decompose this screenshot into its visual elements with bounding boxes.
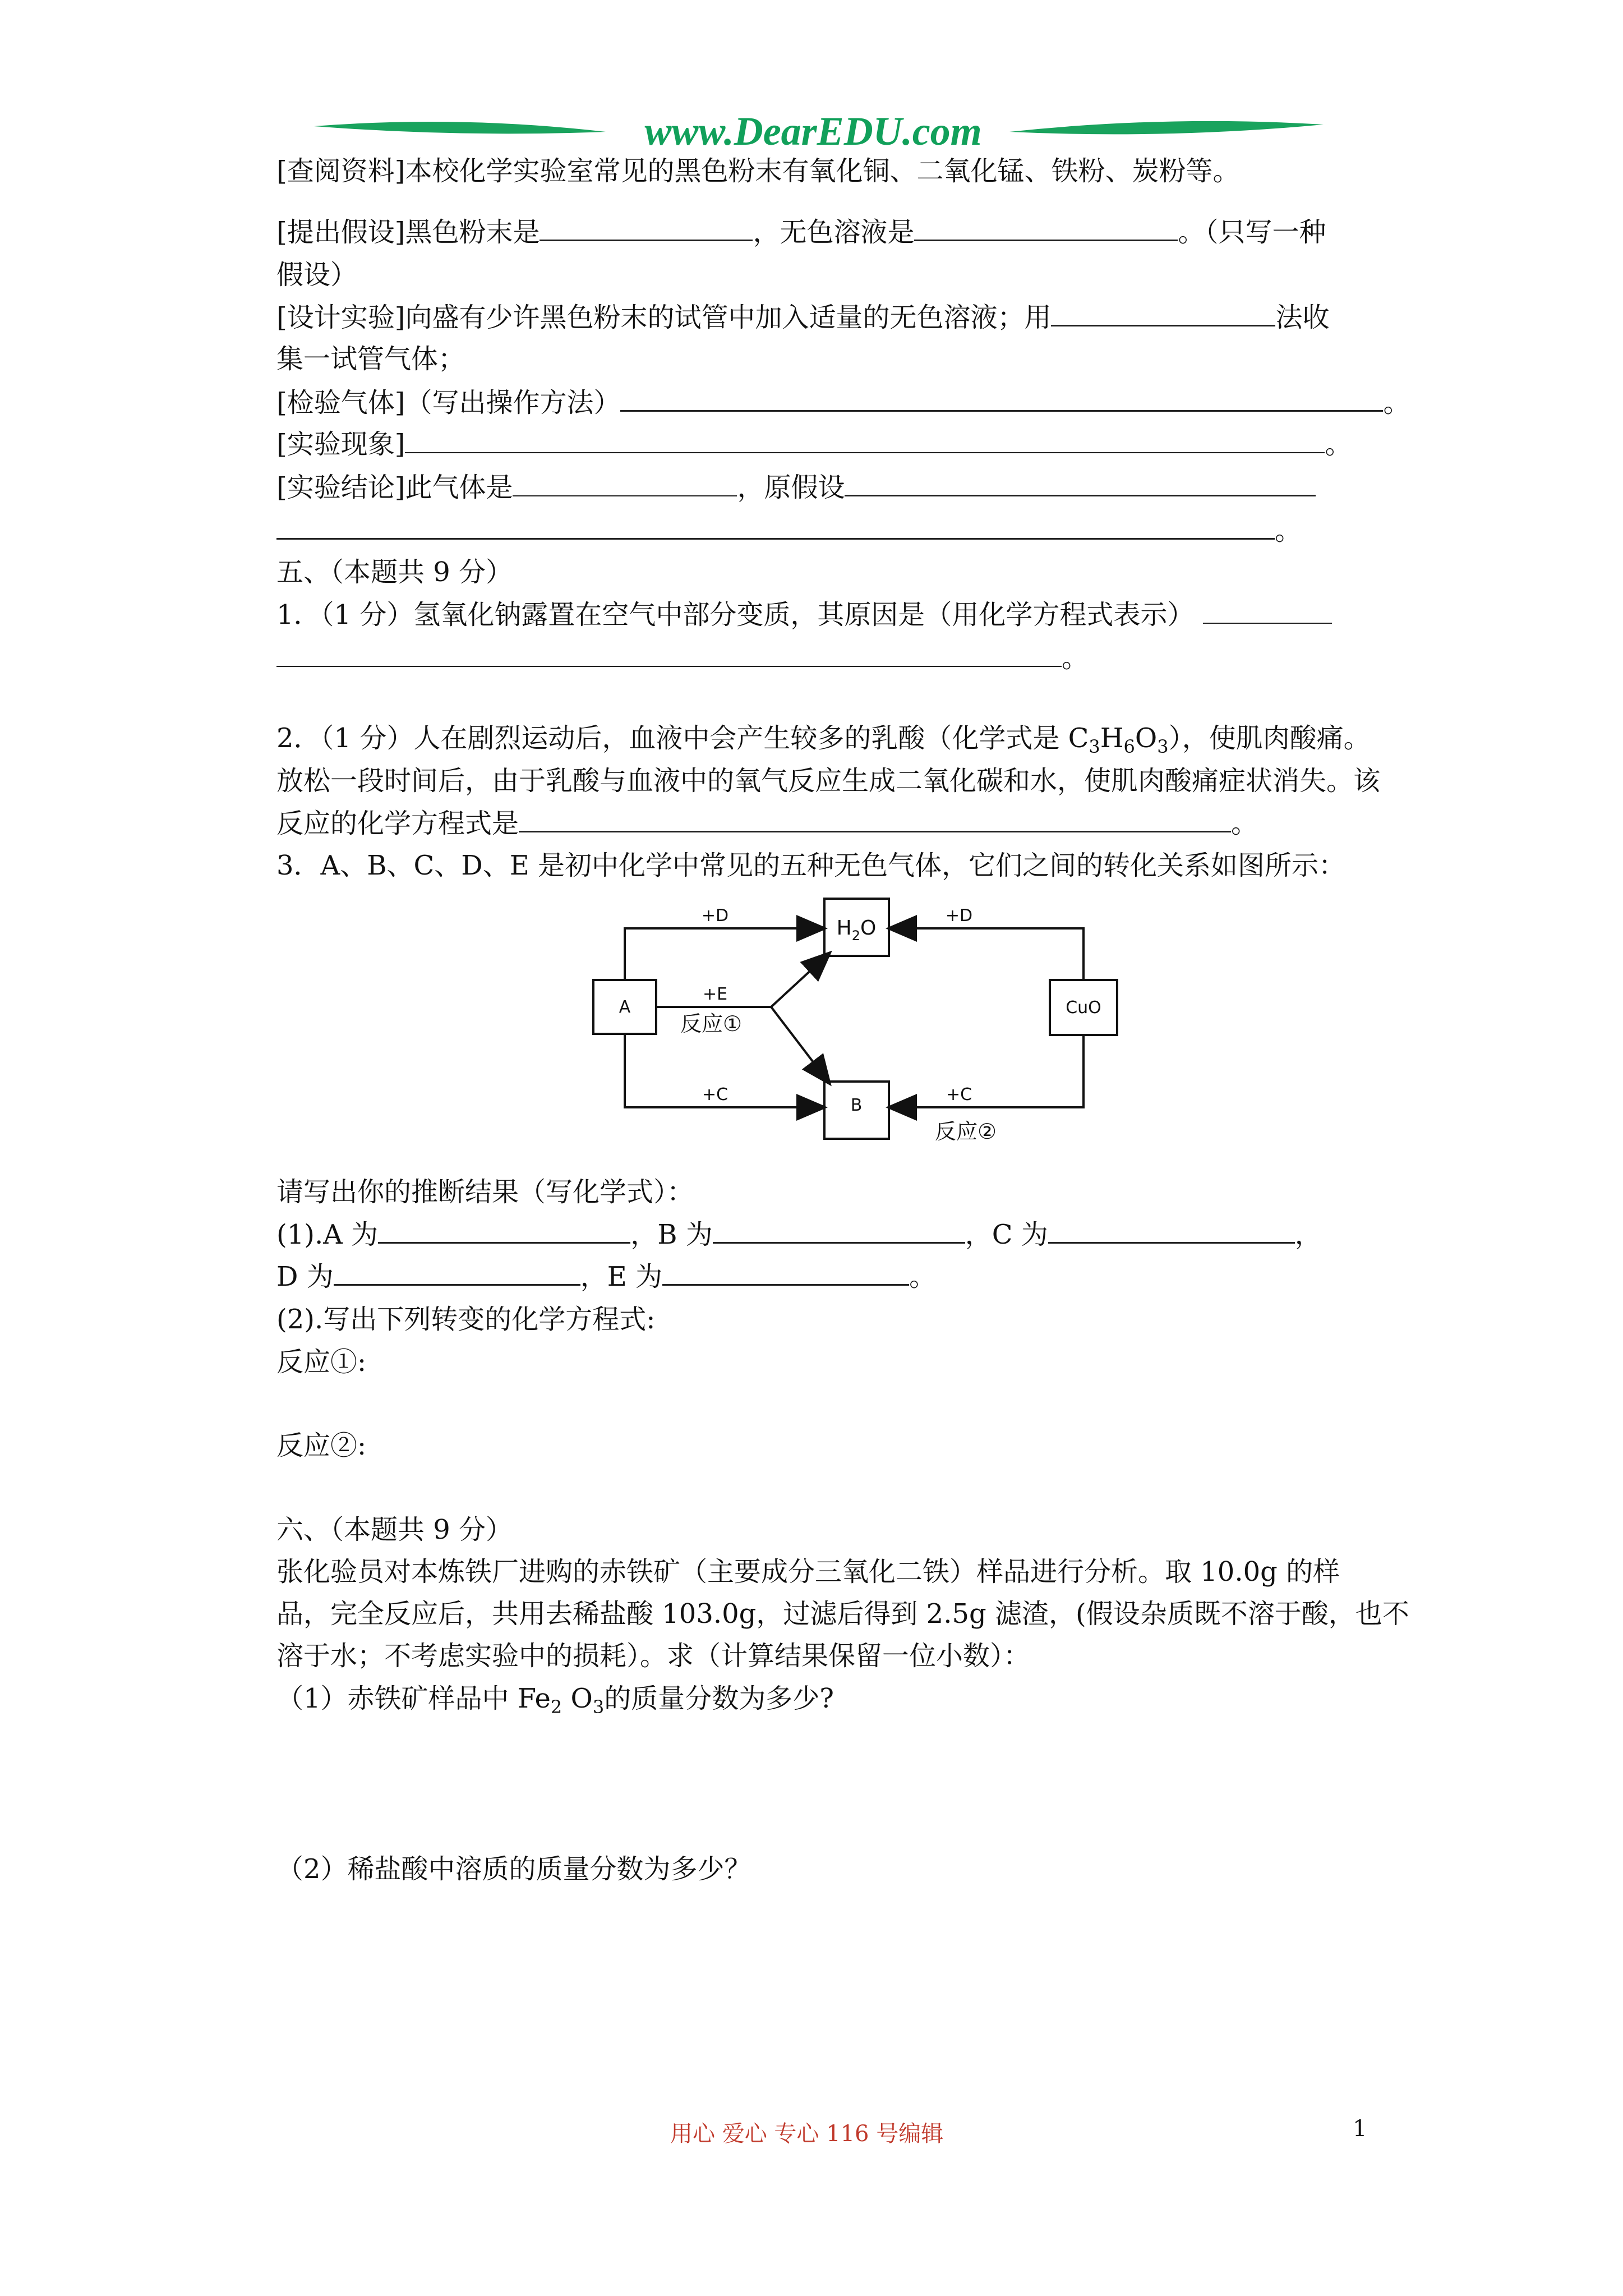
blank-conclusion-cont[interactable]: [276, 513, 1275, 540]
label-reaction-2: 反应②: [934, 1119, 997, 1144]
line-conclusion: [实验结论]此气体是 ，原假设: [276, 470, 1316, 504]
question-2-line2: 放松一段时间后，由于乳酸与血液中的氧气反应生成二氧化碳和水，使肌肉酸痛症状消失。该: [276, 765, 1381, 797]
banner-swoosh-left: [314, 122, 606, 134]
problem-q2: （2）稀盐酸中溶质的质量分数为多少？: [276, 1853, 751, 1885]
label-plusE: +E: [702, 984, 728, 1004]
question-1: 1．（1 分）氢氧化钠露置在空气中部分变质，其原因是（用化学方程式表示）: [276, 598, 1332, 632]
reaction-1-prompt: 反应①:: [276, 1346, 367, 1378]
blank-A[interactable]: [378, 1217, 630, 1244]
blank-E[interactable]: [662, 1259, 909, 1286]
problem-line-3: 溶于水；不考虑实验中的损耗）。求（计算结果保留一位小数）：: [276, 1640, 1031, 1672]
edge-CuO-to-H2O: [890, 928, 1083, 980]
node-H2O-label: $H_2O$: [836, 917, 877, 944]
blank-collection-method[interactable]: [1051, 300, 1275, 326]
site-header-banner: [0, 0, 1623, 168]
problem-q1: （1）赤铁矿样品中 $Fe_2$ $O_3$的质量分数为多少?: [276, 1683, 834, 1718]
edge-A-to-H2O: [625, 928, 823, 980]
question-2-line3: 反应的化学方程式是 。: [276, 806, 1258, 840]
label-plusC-right: +C: [946, 1085, 972, 1105]
label-reaction-1: 反应①: [680, 1011, 743, 1036]
blank-colorless-solution[interactable]: [914, 215, 1178, 241]
answer-line-1: (1).A 为 ，B 为 ，C 为 ，: [276, 1217, 1322, 1251]
blank-D[interactable]: [334, 1259, 580, 1286]
line-conclusion-cont: 。: [276, 513, 1302, 547]
question-3: 3．A、B、C、D、E 是初中化学中常见的五种无色气体，它们之间的转化关系如图所示：: [276, 850, 1345, 881]
reaction-diagram: [561, 875, 1178, 1156]
edge-CuO-to-B: [890, 1035, 1083, 1107]
blank-C[interactable]: [1048, 1217, 1295, 1244]
answer-line-2: D 为 ，E 为 。: [276, 1259, 936, 1294]
answer-line-3: (2).写出下列转变的化学方程式:: [276, 1304, 656, 1335]
question-2: 2．（1 分）人在剧烈运动后，血液中会产生较多的乳酸（化学式是 $C_3H_6O_3$），使肌肉酸痛。: [276, 723, 1371, 757]
section-5-title: 五、（本题共 9 分）: [276, 556, 513, 588]
line-hypothesis-cont: 假设）: [276, 259, 358, 291]
edge-junction-to-B: [771, 1007, 829, 1083]
blank-phenomenon[interactable]: [405, 427, 1325, 453]
blank-q1-equation-cont[interactable]: [276, 641, 1062, 667]
edge-junction-to-H2O: [771, 954, 829, 1007]
blank-B[interactable]: [713, 1217, 965, 1244]
line-research: [查阅资料]本校化学实验室常见的黑色粉末有氧化铜、二氧化锰、铁粉、炭粉等。: [276, 155, 1240, 187]
line-hypothesis: [提出假设]黑色粉末是 ，无色溶液是 。（只写一种: [276, 215, 1326, 249]
blank-gas-identity[interactable]: [513, 471, 737, 496]
node-CuO-label: CuO: [1066, 998, 1101, 1018]
label-plusD-right: +D: [945, 906, 973, 926]
question-1-cont: 。: [276, 641, 1089, 675]
line-design: [设计实验]向盛有少许黑色粉末的试管中加入适量的无色溶液；用 法收: [276, 300, 1329, 334]
site-logo-text: www.DearEDU.com: [644, 109, 982, 154]
reaction-2-prompt: 反应②:: [276, 1430, 367, 1461]
ask-line: 请写出你的推断结果（写化学式）：: [276, 1176, 694, 1208]
line-test-gas: [检验气体]（写出操作方法） 。: [276, 385, 1410, 420]
blank-test-method[interactable]: [620, 385, 1383, 412]
label-plusD-left: +D: [701, 906, 729, 926]
node-H2O-box: [824, 899, 889, 956]
node-A-label: A: [619, 997, 631, 1017]
page-number: 1: [1353, 2116, 1367, 2142]
footer-text: 用心 爱心 专心 116 号编辑: [670, 2121, 944, 2147]
problem-line-1: 张化验员对本炼铁厂进购的赤铁矿（主要成分三氧化二铁）样品进行分析。取 10.0g 的样: [276, 1556, 1340, 1588]
line-design-cont: 集一试管气体；: [276, 343, 465, 375]
problem-line-2: 品，完全反应后，共用去稀盐酸 103.0g，过滤后得到 2.5g 滤渣，(假设杂质既不溶于酸，也不: [276, 1598, 1409, 1630]
blank-black-powder[interactable]: [540, 215, 753, 241]
banner-swoosh-right: [1009, 121, 1324, 134]
section-6-title: 六、（本题共 9 分）: [276, 1514, 513, 1545]
blank-hypothesis-result[interactable]: [845, 470, 1316, 496]
label-plusC-left: +C: [702, 1085, 728, 1105]
node-B-label: B: [850, 1096, 863, 1115]
line-phenomenon: [实验现象] 。: [276, 429, 1352, 460]
blank-q2-equation[interactable]: [519, 806, 1231, 832]
blank-q1-equation[interactable]: [1203, 598, 1332, 624]
